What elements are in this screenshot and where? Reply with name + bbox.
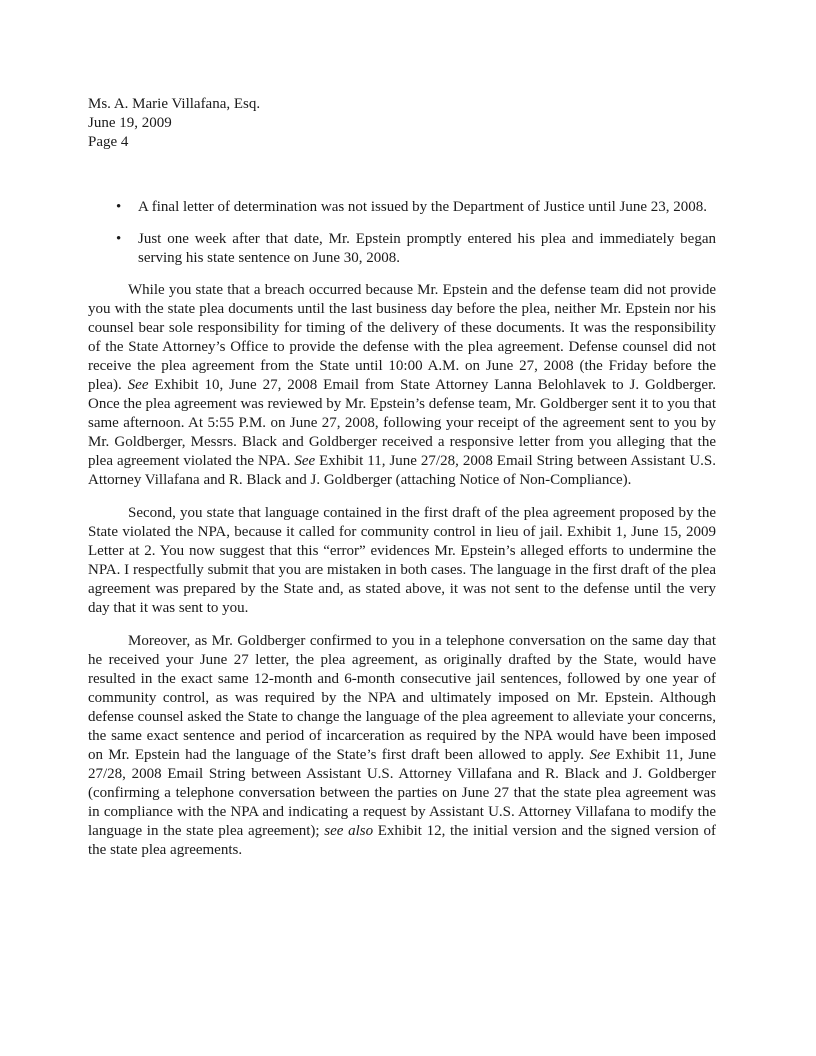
bullet-text: A final letter of determination was not issued by the Department of Justice until June 23, 2008.: [138, 199, 708, 215]
bullet-icon: •: [116, 199, 122, 215]
citation-signal: See: [127, 377, 149, 393]
recipient-name: Ms. A. Marie Villafana, Esq.: [88, 96, 261, 112]
page-number: Page 4: [88, 134, 129, 150]
paragraph-text: While you state that a breach occurred because Mr. Epstein and the defense team did not provide you with the state plea documents until the last business day before the plea, neither Mr. Epstein nor his counsel bear sole responsibility for timing of the delivery of these documents. It was the responsibility of the State Attorney’s Office to provide the defense with the plea agreement. Defense counsel did not receive the plea agreement from the State until 10:00 A.M. on June 27, 2008 (the Friday before the plea).: [88, 282, 716, 393]
citation-signal: See: [589, 747, 611, 763]
bullet-list: [88, 198, 716, 268]
letter-date: June 19, 2009: [88, 115, 172, 131]
paragraph-first-draft: Second, you state that language contained in the first draft of the plea agreement proposed by the State violated the NPA, because it called for community control in lieu of jail. Exhibit 1, June 15, 2009 Letter at 2. You now suggest that this “error” evidences Mr. Epstein’s alleged efforts to undermine the NPA. I respectfully submit that you are mistaken in both cases. The language in the first draft of the plea agreement was prepared by the State and, as stated above, it was not sent to the defense until the very day that it was sent to you.: [88, 505, 716, 616]
bullet-icon: •: [116, 231, 122, 247]
paragraph-text: Moreover, as Mr. Goldberger confirmed to you in a telephone conversation on the same day that he received your June 27 letter, the plea agreement, as originally drafted by the State, would have resulted in the exact same 12-month and 6-month consecutive jail sentences, followed by one year of community control, as was required by the NPA and ultimately imposed on Mr. Epstein. Although defense counsel asked the State to change the language of the plea agreement to alleviate your concerns, the same exact sentence and period of incarceration as required by the NPA would have been imposed on Mr. Epstein had the language of the State’s first draft been allowed to apply.: [88, 633, 716, 763]
paragraph-breach-timing: [88, 281, 716, 490]
paragraph-text: Exhibit 12, the initial version and the signed version of the state plea agreements.: [88, 823, 716, 858]
bullet-text: Just one week after that date, Mr. Epstein promptly entered his plea and immediately began serving his state sentence on June 30, 2008.: [138, 231, 716, 266]
paragraph-text: Exhibit 10, June 27, 2008 Email from State Attorney Lanna Belohlavek to J. Goldberger. Once the plea agreement was reviewed by Mr. Epstein’s defense team, Mr. Goldberger sent it to you that same afternoon. At 5:55 P.M. on June 27, 2008, following your receipt of the agreement sent to you by Mr. Goldberger, Messrs. Black and Goldberger received a responsive letter from you alleging that the plea agreement violated the NPA.: [88, 377, 716, 469]
paragraph-text: Exhibit 11, June 27/28, 2008 Email String between Assistant U.S. Attorney Villafana and R. Black and J. Goldberger (attaching Notice of Non-Compliance).: [88, 453, 717, 488]
list-item: [88, 230, 716, 268]
letter-header: [88, 95, 716, 152]
citation-signal: See: [294, 453, 316, 469]
paragraph-text: Exhibit 11, June 27/28, 2008 Email String between Assistant U.S. Attorney Villafana and R. Black and J. Goldberger (confirming a telephone conversation between the parties on June 27 that the state plea agreement was in compliance with the NPA and indicating a request by Assistant U.S. Attorney Villafana to modify the language in the state plea agreement);: [88, 747, 716, 839]
paragraph-goldberger-confirmation: [88, 632, 716, 860]
citation-signal: see also: [324, 823, 374, 839]
letter-page: [88, 95, 716, 874]
list-item: [88, 198, 716, 217]
